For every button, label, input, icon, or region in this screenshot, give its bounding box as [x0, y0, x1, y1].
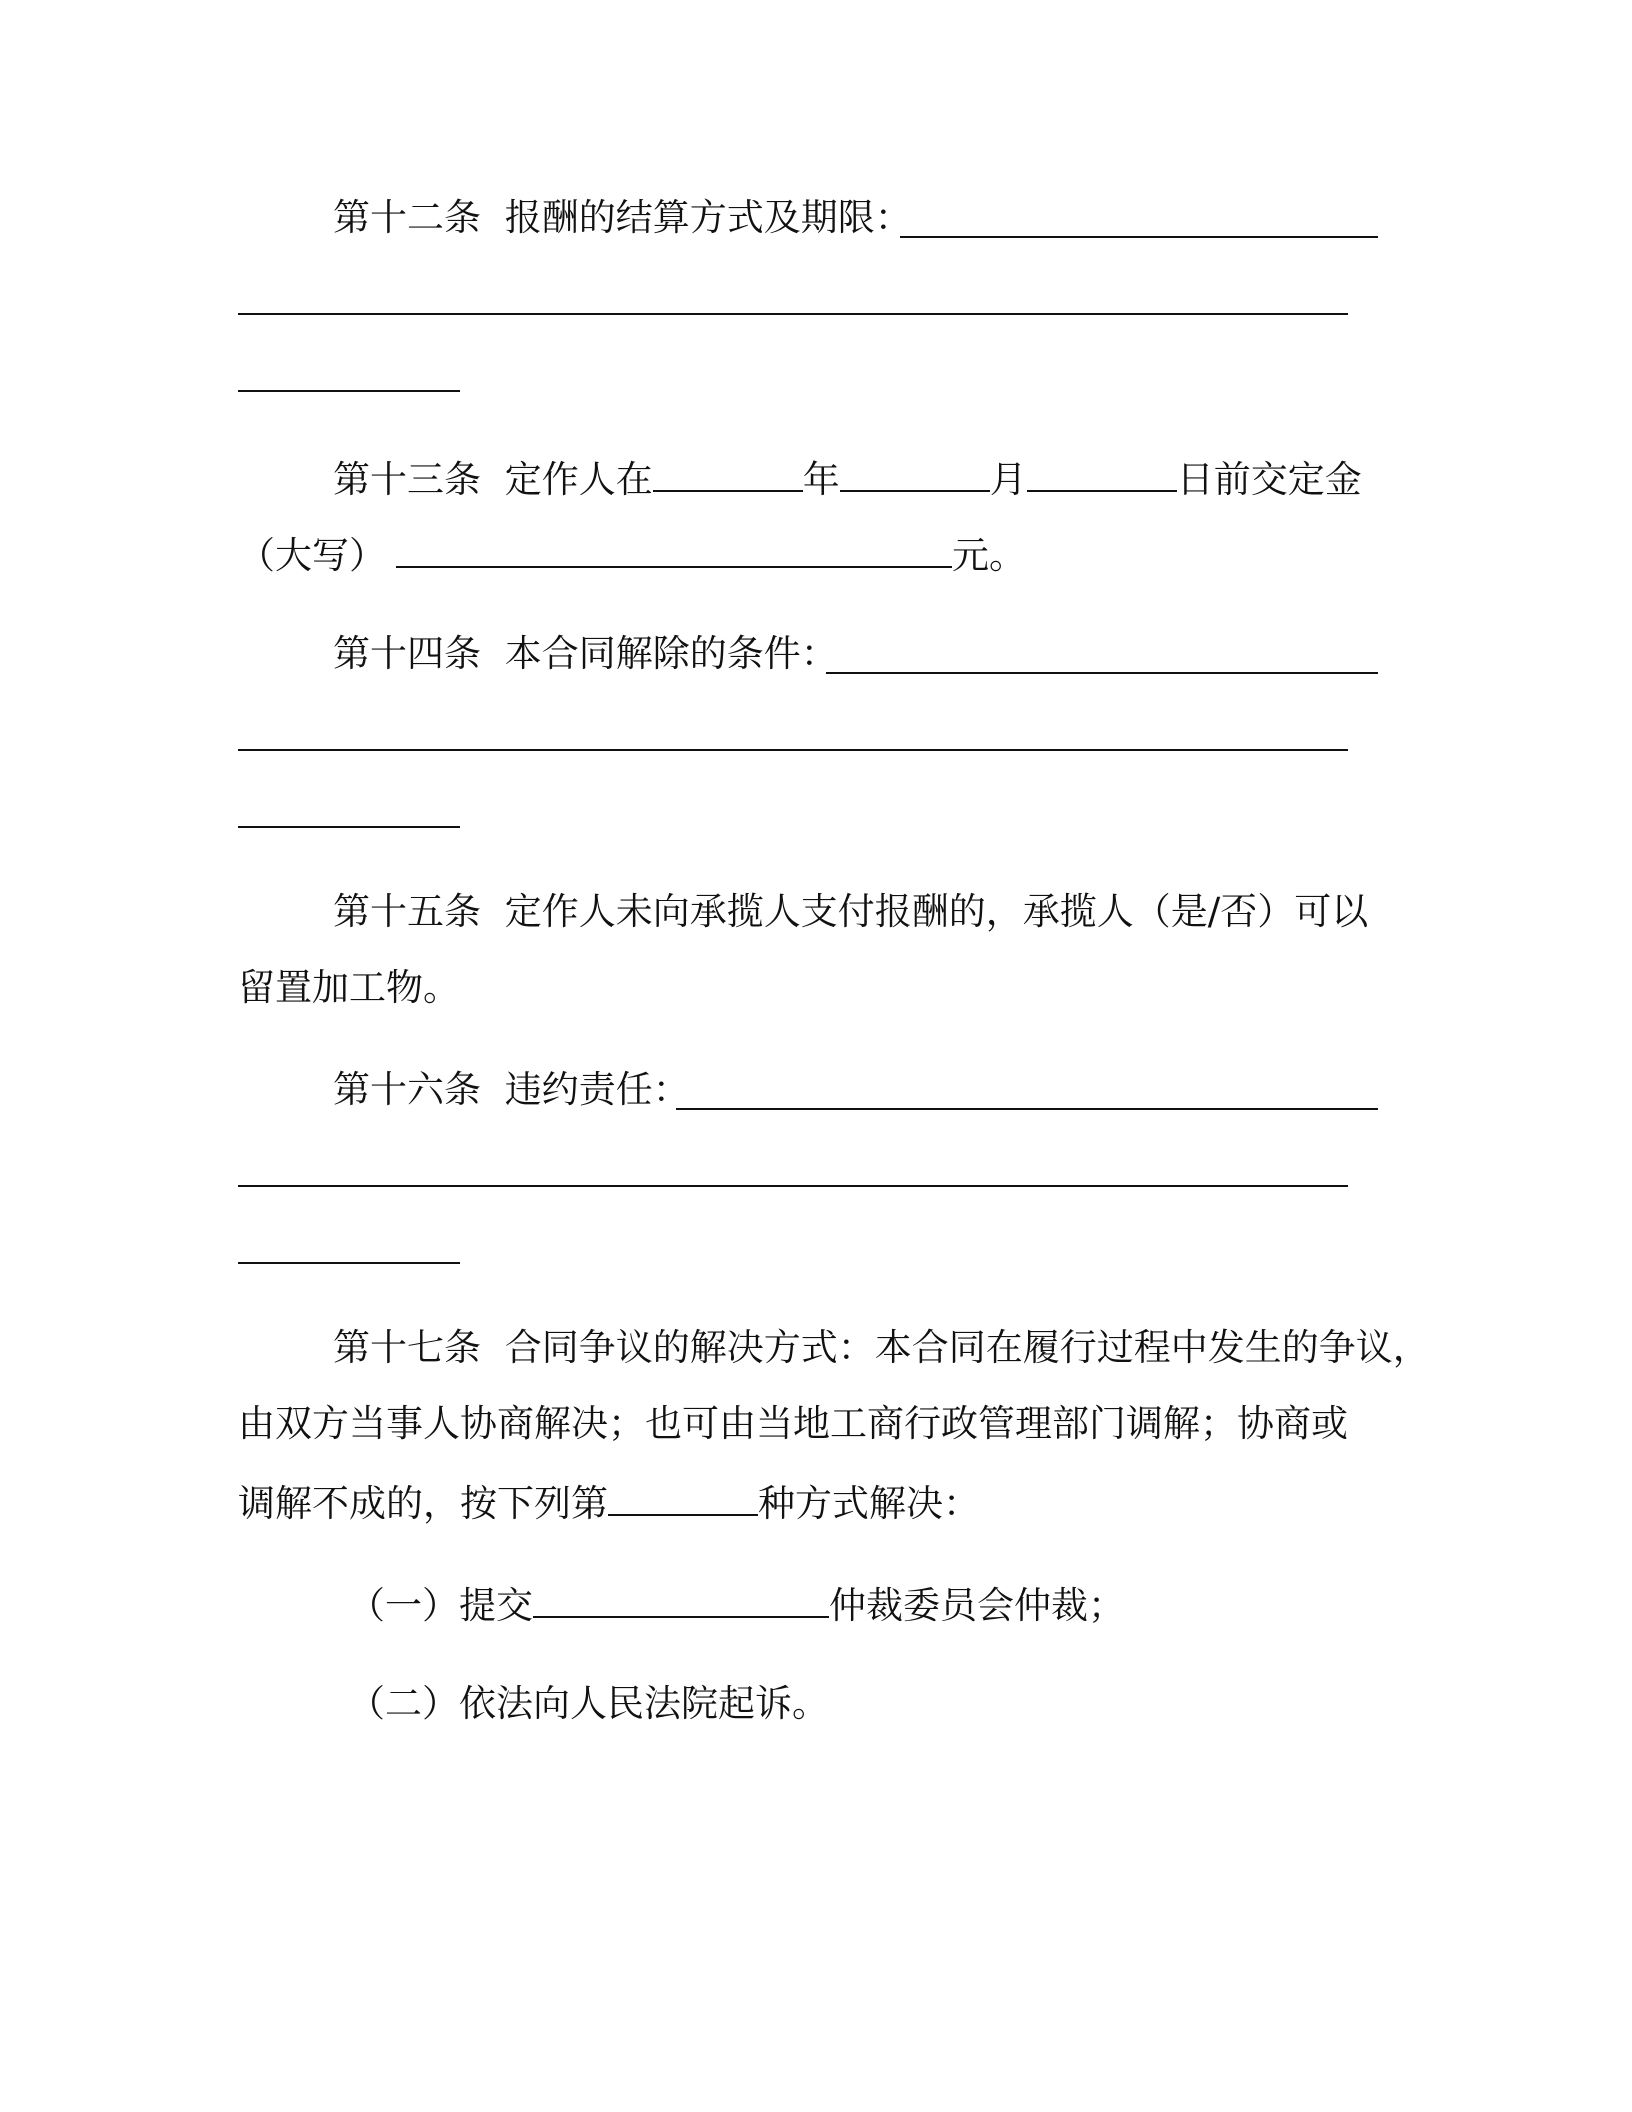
clause-13-amount-blank[interactable] [396, 522, 952, 568]
clause-13-month-label: 月 [989, 458, 1027, 501]
clause-17-text-a: 合同争议的解决方式：本合同在履行过程中发生的争议， [504, 1326, 1430, 1369]
clause-13-month-blank[interactable] [840, 446, 990, 492]
clause-16-blank-1[interactable] [676, 1108, 1378, 1110]
clause-15-heading: 第十五条 [333, 890, 481, 933]
clause-16-blank-2[interactable] [238, 1185, 1348, 1187]
clause-14-text: 本合同解除的条件： [504, 632, 838, 675]
clause-17-arbitration-blank[interactable] [533, 1572, 829, 1618]
clause-17-line-1 [333, 1318, 1430, 1378]
clause-15-line-1 [333, 882, 1368, 942]
clause-13-text-b: 日前交定金 [1176, 458, 1362, 501]
clause-17-option-1-text-a: （一）提交 [348, 1584, 533, 1627]
clause-17-option-1-text-b: 仲裁委员会仲裁； [829, 1584, 1125, 1627]
clause-13-year-label: 年 [802, 458, 840, 501]
clause-17-option-2-text: （二）依法向人民法院起诉。 [348, 1682, 829, 1725]
clause-13-year-blank[interactable] [653, 446, 803, 492]
clause-17-option-2 [348, 1674, 829, 1734]
clause-17-line-3 [238, 1470, 980, 1530]
clause-13-heading: 第十三条 [333, 458, 481, 501]
clause-12-text: 报酬的结算方式及期限： [504, 196, 912, 239]
clause-13-day-blank[interactable] [1027, 446, 1177, 492]
clause-12-line-1 [333, 188, 912, 248]
clause-15-text-a: 定作人未向承揽人支付报酬的，承揽人（是/否）可以 [504, 890, 1369, 933]
clause-14-blank-2[interactable] [238, 749, 1348, 751]
clause-17-line-2 [238, 1394, 1348, 1454]
clause-17-text-d: 种方式解决： [758, 1482, 980, 1525]
clause-17-heading: 第十七条 [333, 1326, 481, 1369]
clause-14-blank-3[interactable] [238, 826, 460, 828]
clause-17-method-blank[interactable] [608, 1470, 758, 1516]
clause-14-line-1 [333, 624, 838, 684]
clause-16-line-1 [333, 1060, 690, 1120]
clause-15-text-b: 留置加工物。 [238, 966, 460, 1009]
clause-17-option-1 [348, 1572, 1125, 1632]
clause-13-text-a: 定作人在 [504, 458, 653, 501]
clause-16-blank-3[interactable] [238, 1262, 460, 1264]
clause-13-text-c: （大写） [238, 534, 386, 577]
clause-16-text: 违约责任： [504, 1068, 690, 1111]
clause-12-blank-2[interactable] [238, 313, 1348, 315]
clause-13-unit: 元。 [952, 534, 1026, 577]
clause-16-heading: 第十六条 [333, 1068, 481, 1111]
clause-14-heading: 第十四条 [333, 632, 481, 675]
clause-15-line-2 [238, 958, 460, 1018]
clause-13-line-1 [333, 446, 1362, 506]
clause-17-text-b: 由双方当事人协商解决；也可由当地工商行政管理部门调解；协商或 [238, 1402, 1348, 1445]
clause-12-heading: 第十二条 [333, 196, 481, 239]
clause-14-blank-1[interactable] [826, 672, 1378, 674]
clause-12-blank-1[interactable] [900, 236, 1378, 238]
clause-17-text-c: 调解不成的，按下列第 [238, 1482, 608, 1525]
clause-13-line-2 [238, 522, 1026, 582]
clause-12-blank-3[interactable] [238, 390, 460, 392]
